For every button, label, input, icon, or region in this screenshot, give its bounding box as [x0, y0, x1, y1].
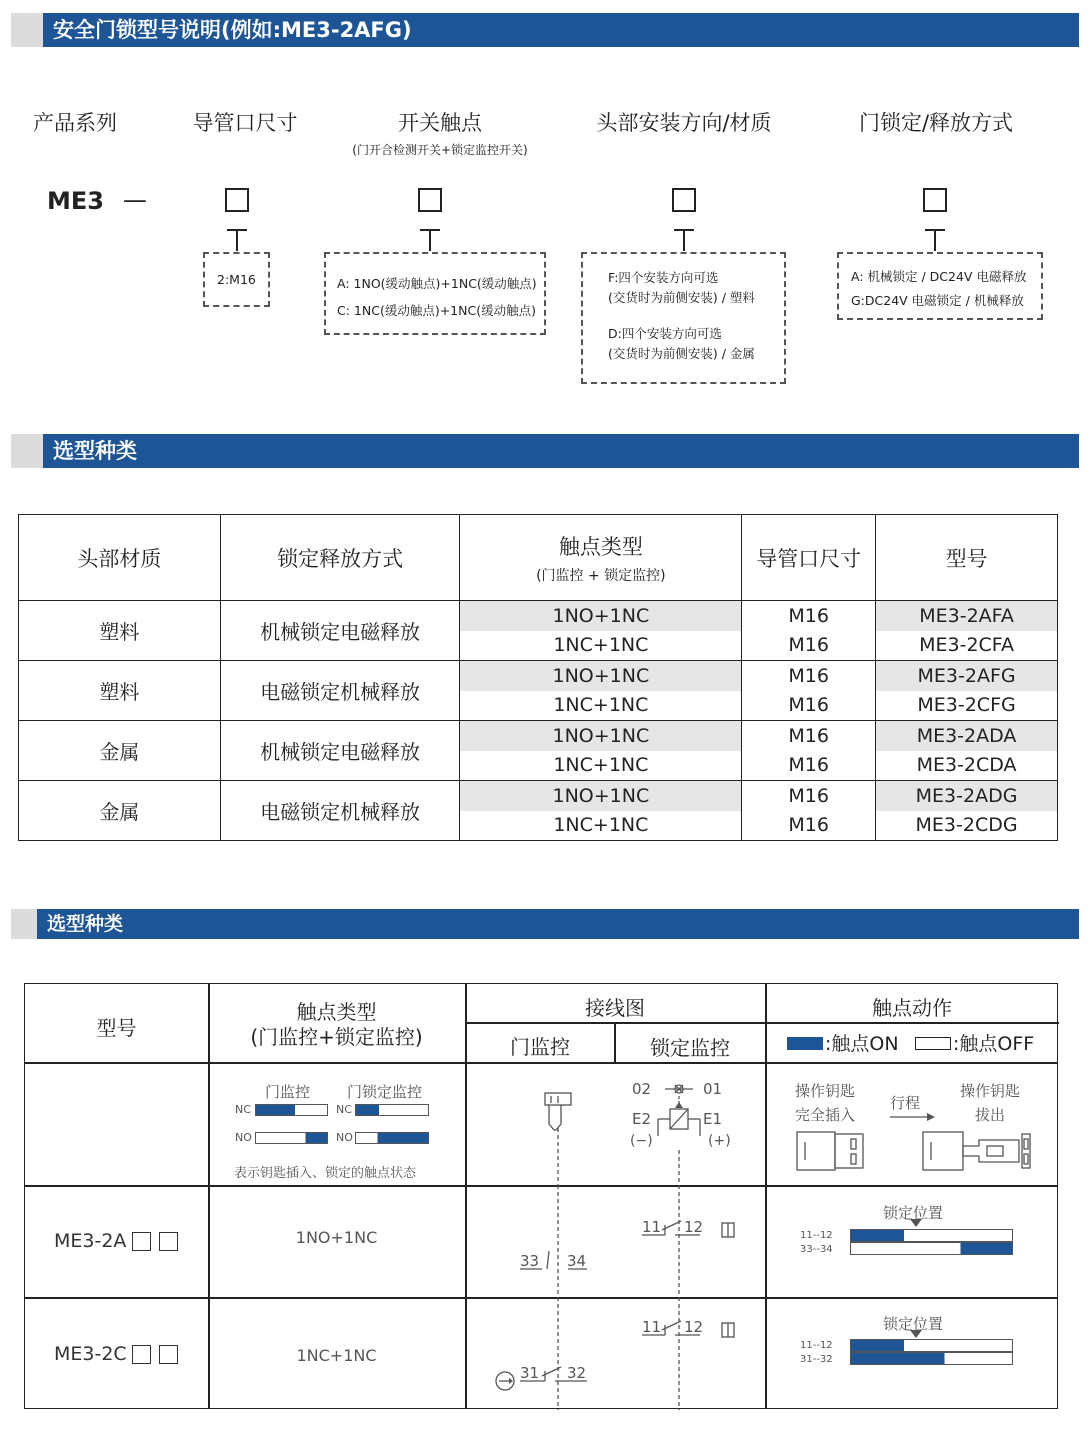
legend-bar — [355, 1104, 429, 1116]
table-row: 1NC+1NC M16 ME3-2CDG — [19, 811, 1058, 841]
cell-lock-mode: 机械锁定电磁释放 — [220, 601, 460, 661]
legend-on-label: :触点ON — [825, 1033, 899, 1055]
options-head: F:四个安装方向可选 (交货时为前侧安装) / 塑料 D:四个安装方向可选 (交货时为前侧安装) / 金属 — [581, 252, 786, 384]
svg-text:12: 12 — [684, 1318, 704, 1336]
row-model: ME3-2A — [54, 1230, 127, 1252]
table-row: 金属 机械锁定电磁释放 1NO+1NC M16 ME3-2ADA — [19, 721, 1058, 751]
code-slot-lock — [923, 188, 947, 212]
cell-lock-mode: 电磁锁定机械释放 — [220, 781, 460, 841]
section-header-types-1 — [11, 434, 1079, 468]
svg-text:33: 33 — [520, 1252, 540, 1270]
lock-position-label: 锁定位置 — [883, 1204, 944, 1222]
cell-material: 金属 — [19, 781, 221, 841]
label-contact-sub: (门开合检测开关+锁定监控开关) — [352, 143, 528, 157]
col-door-monitor: 门监控 — [510, 1035, 570, 1059]
svg-text:02: 02 — [632, 1080, 652, 1098]
table-row: 金属 电磁锁定机械释放 1NO+1NC M16 ME3-2ADG — [19, 781, 1058, 811]
action-inserted-label: 操作钥匙 完全插入 — [795, 1082, 856, 1124]
svg-text:32: 32 — [567, 1364, 587, 1382]
svg-text:(−): (−) — [630, 1133, 653, 1149]
svg-text:E2: E2 — [632, 1110, 652, 1128]
col-conduit: 导管口尺寸 — [742, 515, 876, 601]
options-conduit: 2:M16 — [203, 252, 270, 307]
legend-bar — [255, 1132, 328, 1144]
svg-text:34: 34 — [567, 1252, 587, 1270]
wiring-legend-diagram — [465, 1062, 765, 1185]
section-header-types-2 — [11, 909, 1079, 939]
svg-text:11: 11 — [642, 1218, 662, 1236]
section-header-model-explain — [11, 13, 1079, 47]
col-wiring: 接线图 — [585, 996, 645, 1020]
action-legend-diagram — [765, 1062, 1059, 1185]
table-row: 1NC+1NC M16 ME3-2CFA — [19, 631, 1058, 661]
svg-text:11: 11 — [642, 1318, 662, 1336]
legend-bar — [255, 1104, 328, 1116]
col-lock-mode: 锁定释放方式 — [220, 515, 460, 601]
col-contact: 触点类型 (门监控 + 锁定监控) — [460, 515, 742, 601]
lock-position-label: 锁定位置 — [883, 1315, 944, 1333]
row-wiring-diagram — [465, 1185, 765, 1297]
model-slot — [159, 1345, 178, 1364]
row-model: ME3-2C — [54, 1343, 127, 1365]
table-row: 塑料 电磁锁定机械释放 1NO+1NC M16 ME3-2AFG — [19, 661, 1058, 691]
svg-text:E1: E1 — [703, 1110, 723, 1128]
model-slot — [159, 1232, 178, 1251]
code-slot-head — [672, 188, 696, 212]
label-contact: 开关触点 — [398, 111, 482, 135]
legend-bar — [355, 1132, 429, 1144]
col-model: 型号 — [96, 1016, 137, 1040]
col-lock-monitor: 锁定监控 — [650, 1036, 730, 1060]
action-stroke-label: 行程 — [890, 1094, 921, 1112]
table-row: 1NC+1NC M16 ME3-2CDA — [19, 751, 1058, 781]
bar-labels: 11--12 31--32 — [800, 1340, 833, 1365]
col-action: 触点动作 — [872, 996, 952, 1020]
legend-on-swatch — [787, 1037, 823, 1050]
svg-text:(+): (+) — [708, 1133, 731, 1149]
code-prefix: ME3 — [47, 187, 104, 215]
legend-off-label: :触点OFF — [953, 1033, 1035, 1055]
code-slot-conduit — [225, 188, 249, 212]
table-row: 塑料 机械锁定电磁释放 1NO+1NC M16 ME3-2AFA — [19, 601, 1058, 631]
contact-action-bar — [850, 1352, 1013, 1365]
section-title: 安全门锁型号说明(例如:ME3-2AFG) — [53, 18, 412, 42]
svg-text:01: 01 — [703, 1080, 723, 1098]
model-slot — [132, 1345, 151, 1364]
cell-lock-mode: 机械锁定电磁释放 — [220, 721, 460, 781]
contact-action-bar — [850, 1229, 1013, 1242]
col-contact: 触点类型 (门监控+锁定监控) — [250, 1000, 423, 1049]
legend-off-swatch — [915, 1037, 951, 1050]
lock-position-marker — [910, 1219, 922, 1227]
svg-text:31: 31 — [520, 1364, 540, 1382]
options-contact: A: 1NO(缓动触点)+1NC(缓动触点) C: 1NC(缓动触点)+1NC(缓动触点) — [324, 252, 546, 335]
code-slot-contact — [418, 188, 442, 212]
label-conduit: 导管口尺寸 — [192, 111, 298, 135]
options-lock: A: 机械锁定 / DC24V 电磁释放 G:DC24V 电磁锁定 / 机械释放 — [837, 252, 1043, 320]
cell-material: 金属 — [19, 721, 221, 781]
action-removed-label: 操作钥匙 拔出 — [960, 1082, 1021, 1124]
col-model: 型号 — [876, 515, 1058, 601]
col-material: 头部材质 — [19, 515, 221, 601]
cell-material: 塑料 — [19, 661, 221, 721]
section-title: 选型种类 — [47, 913, 124, 935]
row-wiring-diagram — [465, 1297, 765, 1410]
row-contact: 1NO+1NC — [295, 1228, 378, 1247]
lock-position-marker — [910, 1330, 922, 1338]
section-title: 选型种类 — [53, 439, 137, 463]
label-series: 产品系列 — [33, 111, 117, 135]
row-contact: 1NC+1NC — [296, 1346, 377, 1365]
model-slot — [132, 1232, 151, 1251]
svg-text:12: 12 — [684, 1218, 704, 1236]
label-lock: 门锁定/释放方式 — [858, 111, 1014, 135]
contact-action-bar — [850, 1339, 1013, 1352]
cell-material: 塑料 — [19, 601, 221, 661]
label-head: 头部安装方向/材质 — [596, 111, 772, 135]
table-row: 1NC+1NC M16 ME3-2CFG — [19, 691, 1058, 721]
cell-lock-mode: 电磁锁定机械释放 — [220, 661, 460, 721]
selection-table — [18, 514, 1058, 841]
contact-action-bar — [850, 1242, 1013, 1255]
code-dash: — — [123, 186, 147, 214]
bar-labels: 11--12 33--34 — [800, 1230, 833, 1255]
wiring-table: 型号 触点类型 (门监控+锁定监控) 接线图 门监控 锁定监控 触点动作 :触点ON :触点OFF 门监控 门锁定监控 NC NC NO NO 表示钥匙插入、锁定的触点状态 02 01 E2 E1 (−) (+) 操作钥匙 完全插入 行程 操作钥匙 拔出 ME3-2A 1NO+1NC 33 34 11 12 锁定位置 11--12 33--34 ME3-2C 1NC+1NC 31 32 11 12 锁定位置 11--12 31--32 — [24, 983, 1058, 1409]
